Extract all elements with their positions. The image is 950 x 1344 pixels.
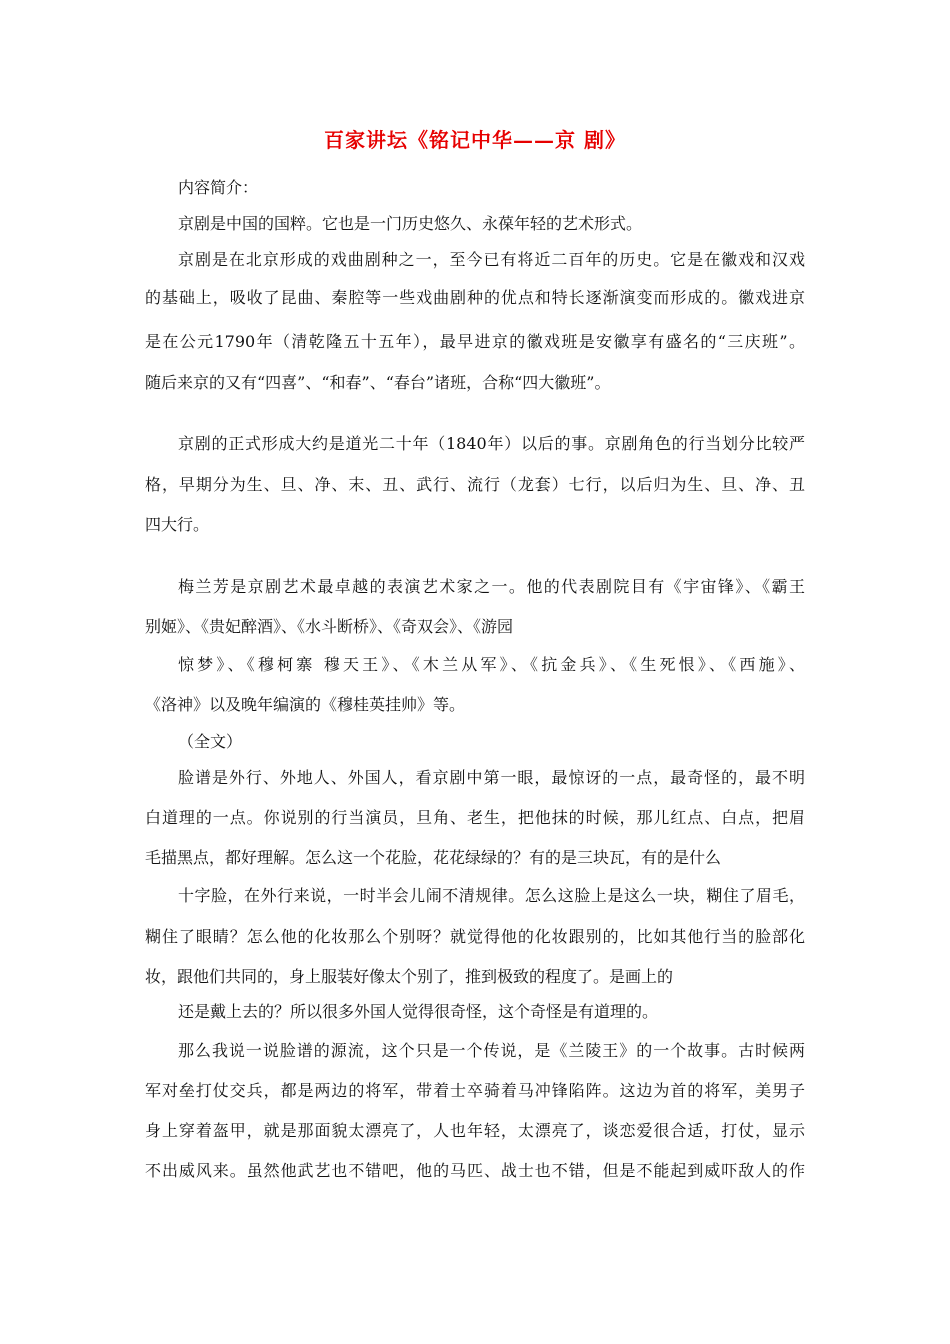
paragraph-line: 京剧是中国的国粹。它也是一门历史悠久、永葆年轻的艺术形式。 — [178, 214, 643, 233]
paragraph-line: 梅兰芳是京剧艺术最卓越的表演艺术家之一。他的代表剧院目有《宇宙锋》、《霸王 — [178, 577, 805, 596]
paragraph-line: 是在公元1790年（清乾隆五十五年），最早进京的徽戏班是安徽享有盛名的“三庆班”。 — [145, 332, 805, 351]
paragraph-line: 不出威风来。虽然他武艺也不错吧，他的马匹、战士也不错，但是不能起到威吓敌人的作 — [145, 1161, 805, 1180]
paragraph-line: 脸谱是外行、外地人、外国人，看京剧中第一眼，最惊讶的一点，最奇怪的，最不明 — [178, 768, 805, 787]
paragraph-line: 白道理的一点。你说别的行当演员，旦角、老生，把他抹的时候，那儿红点、白点，把眉 — [145, 808, 805, 827]
paragraph-line: 京剧的正式形成大约是道光二十年（1840年）以后的事。京剧角色的行当划分比较严 — [178, 434, 805, 453]
paragraph-line: 毛描黑点，都好理解。怎么这一个花脸，花花绿绿的？有的是三块瓦，有的是什么 — [145, 848, 722, 867]
paragraph-line: 的基础上，吸收了昆曲、秦腔等一些戏曲剧种的优点和特长逐渐演变而形成的。徽戏进京 — [145, 288, 805, 307]
paragraph-line: 《洛神》以及晚年编演的《穆桂英挂帅》等。 — [145, 695, 466, 714]
paragraph-line: 那么我说一说脸谱的源流，这个只是一个传说，是《兰陵王》的一个故事。古时候两 — [178, 1041, 805, 1060]
paragraph-line: 四大行。 — [145, 515, 210, 534]
paragraph-line: 别姬》、《贵妃醉酒》、《水斗断桥》、《奇双会》、《游园 — [145, 617, 514, 636]
paragraph-line: 格，早期分为生、旦、净、末、丑、武行、流行（龙套）七行，以后归为生、旦、净、丑 — [145, 475, 805, 494]
section-label-intro: 内容简介： — [178, 178, 259, 197]
paragraph-line: 随后来京的又有“四喜”、“和春”、“春台”诸班，合称“四大徽班”。 — [145, 373, 611, 392]
paragraph-line: 惊梦》、《穆柯寨 穆天王》、《木兰从军》、《抗金兵》、《生死恨》、《西施》、 — [178, 655, 805, 674]
paragraph-line: 身上穿着盔甲，就是那面貌太漂亮了，人也年轻，太漂亮了，谈恋爱很合适，打仗，显示 — [145, 1121, 805, 1140]
paragraph-line: 京剧是在北京形成的戏曲剧种之一，至今已有将近二百年的历史。它是在徽戏和汉戏 — [178, 250, 805, 269]
document-title: 百家讲坛《铭记中华——京 剧》 — [324, 128, 626, 152]
section-label-fulltext: （全文） — [178, 732, 243, 751]
paragraph-line: 糊住了眼睛？怎么他的化妆那么个别呀？就觉得他的化妆跟别的，比如其他行当的脸部化 — [145, 927, 805, 946]
paragraph-line: 还是戴上去的？所以很多外国人觉得很奇怪，这个奇怪是有道理的。 — [178, 1002, 659, 1021]
paragraph-line: 军对垒打仗交兵，都是两边的将军，带着士卒骑着马冲锋陷阵。这边为首的将军，美男子 — [145, 1081, 805, 1100]
paragraph-line: 十字脸，在外行来说，一时半会儿闹不清规律。怎么这脸上是这么一块，糊住了眉毛， — [178, 886, 805, 905]
paragraph-line: 妆，跟他们共同的，身上服装好像太个别了，推到极致的程度了。是画上的 — [145, 967, 674, 986]
